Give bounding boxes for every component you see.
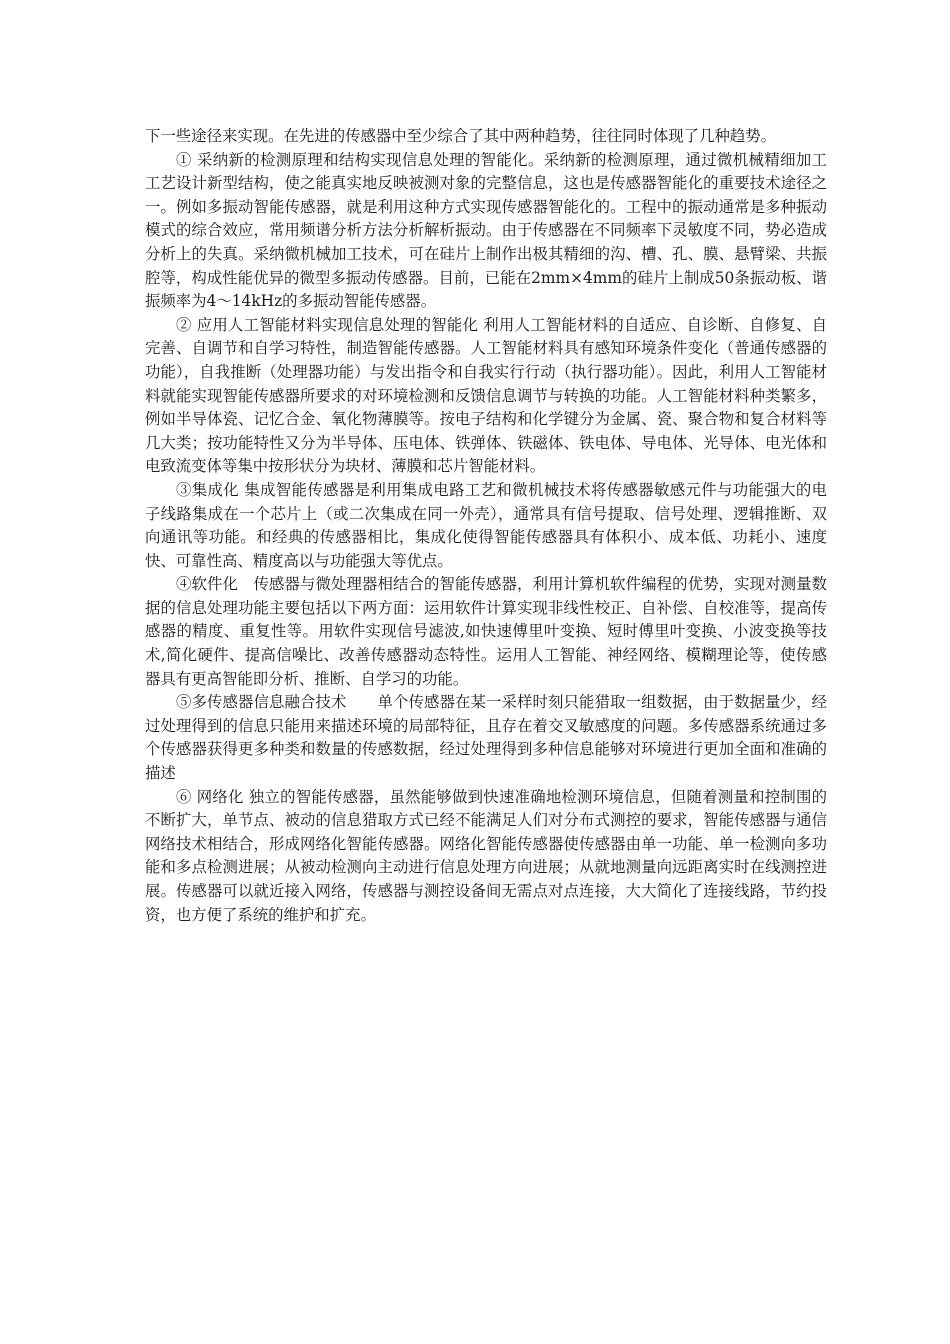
paragraph-intro: 下一些途径来实现。在先进的传感器中至少综合了其中两种趋势，往往同时体现了几种趋势。 — [145, 127, 777, 145]
paragraph-ai-materials: ② 应用人工智能材料实现信息处理的智能化 利用人工智能材料的自适应、自诊断、自修复、自完善、自调节和自学习特性，制造智能传感器。人工智能材料具有感知环境条件变化（普通传感器的功能），自我推断（处理器功能）与发出指令和自我实行行动（执行器功能）。因此，利用人工智能材料就能实现智能传感器所要求的对环境检测和反馈信息调节与转换的功能。人工智能材料种类繁多，例如半导体瓷、记忆合金、氧化物薄膜等。按电子结构和化学键分为金属、瓷、聚合物和复合材料等几大类；按功能特性又分为半导体、压电体、铁弹体、铁磁体、铁电体、导电体、光导体、电光体和电致流变体等集中按形状分为块材、薄膜和芯片智能材料。 — [145, 315, 827, 476]
document-body — [145, 125, 827, 927]
paragraph-integration: ③集成化 集成智能传感器是利用集成电路工艺和微机械技术将传感器敏感元件与功能强大的电子线路集成在一个芯片上（或二次集成在同一外壳），通常具有信号提取、信号处理、逻辑推断、双向通讯等功能。和经典的传感器相比，集成化使得智能传感器具有体积小、成本低、功耗小、速度快、可靠性高、精度高以与功能强大等优点。 — [145, 480, 827, 570]
paragraph-software: ④软件化 传感器与微处理器相结合的智能传感器，利用计算机软件编程的优势，实现对测量数据的信息处理功能主要包括以下两方面：运用软件计算实现非线性校正、自补偿、自校准等，提高传感器的精度、重复性等。用软件实现信号滤波,如快速傅里叶变换、短时傅里叶变换、小波变换等技术,简化硬件、提高信噪比、改善传感器动态特性。运用人工智能、神经网络、模糊理论等，使传感器具有更高智能即分析、推断、自学习的功能。 — [145, 575, 827, 688]
paragraph-networking: ⑥ 网络化 独立的智能传感器，虽然能够做到快速准确地检测环境信息，但随着测量和控制围的不断扩大，单节点、被动的信息猎取方式已经不能满足人们对分布式测控的要求，智能传感器与通信网络技术相结合，形成网络化智能传感器。网络化智能传感器使传感器由单一功能、单一检测向多功能和多点检测进展；从被动检测向主动进行信息处理方向进展；从就地测量向远距离实时在线测控进展。传感器可以就近接入网络，传感器与测控设备间无需点对点连接，大大简化了连接线路，节约投资，也方便了系统的维护和扩充。 — [145, 787, 827, 924]
paragraph-multi-sensor-fusion: ⑤多传感器信息融合技术 单个传感器在某一采样时刻只能猎取一组数据，由于数据量少，经过处理得到的信息只能用来描述环境的局部特征，且存在着交叉敏感度的问题。多传感器系统通过多个传感器获得更多种类和数量的传感数据，经过处理得到多种信息能够对环境进行更加全面和准确的描述 — [145, 693, 827, 783]
paragraph-new-detection-principle: ① 采纳新的检测原理和结构实现信息处理的智能化。采纳新的检测原理，通过微机械精细加工工艺设计新型结构，使之能真实地反映被测对象的完整信息，这也是传感器智能化的重要技术途径之一。例如多振动智能传感器，就是利用这种方式实现传感器智能化的。工程中的振动通常是多种振动模式的综合效应，常用频谱分析方法分析解析振动。由于传感器在不同频率下灵敏度不同，势必造成分析上的失真。采纳微机械加工技术，可在硅片上制作出极其精细的沟、槽、孔、膜、悬臂梁、共振腔等，构成性能优异的微型多振动传感器。目前，已能在2mm×4mm的硅片上制成50条振动板、谐振频率为4～14kHz的多振动智能传感器。 — [145, 150, 827, 311]
